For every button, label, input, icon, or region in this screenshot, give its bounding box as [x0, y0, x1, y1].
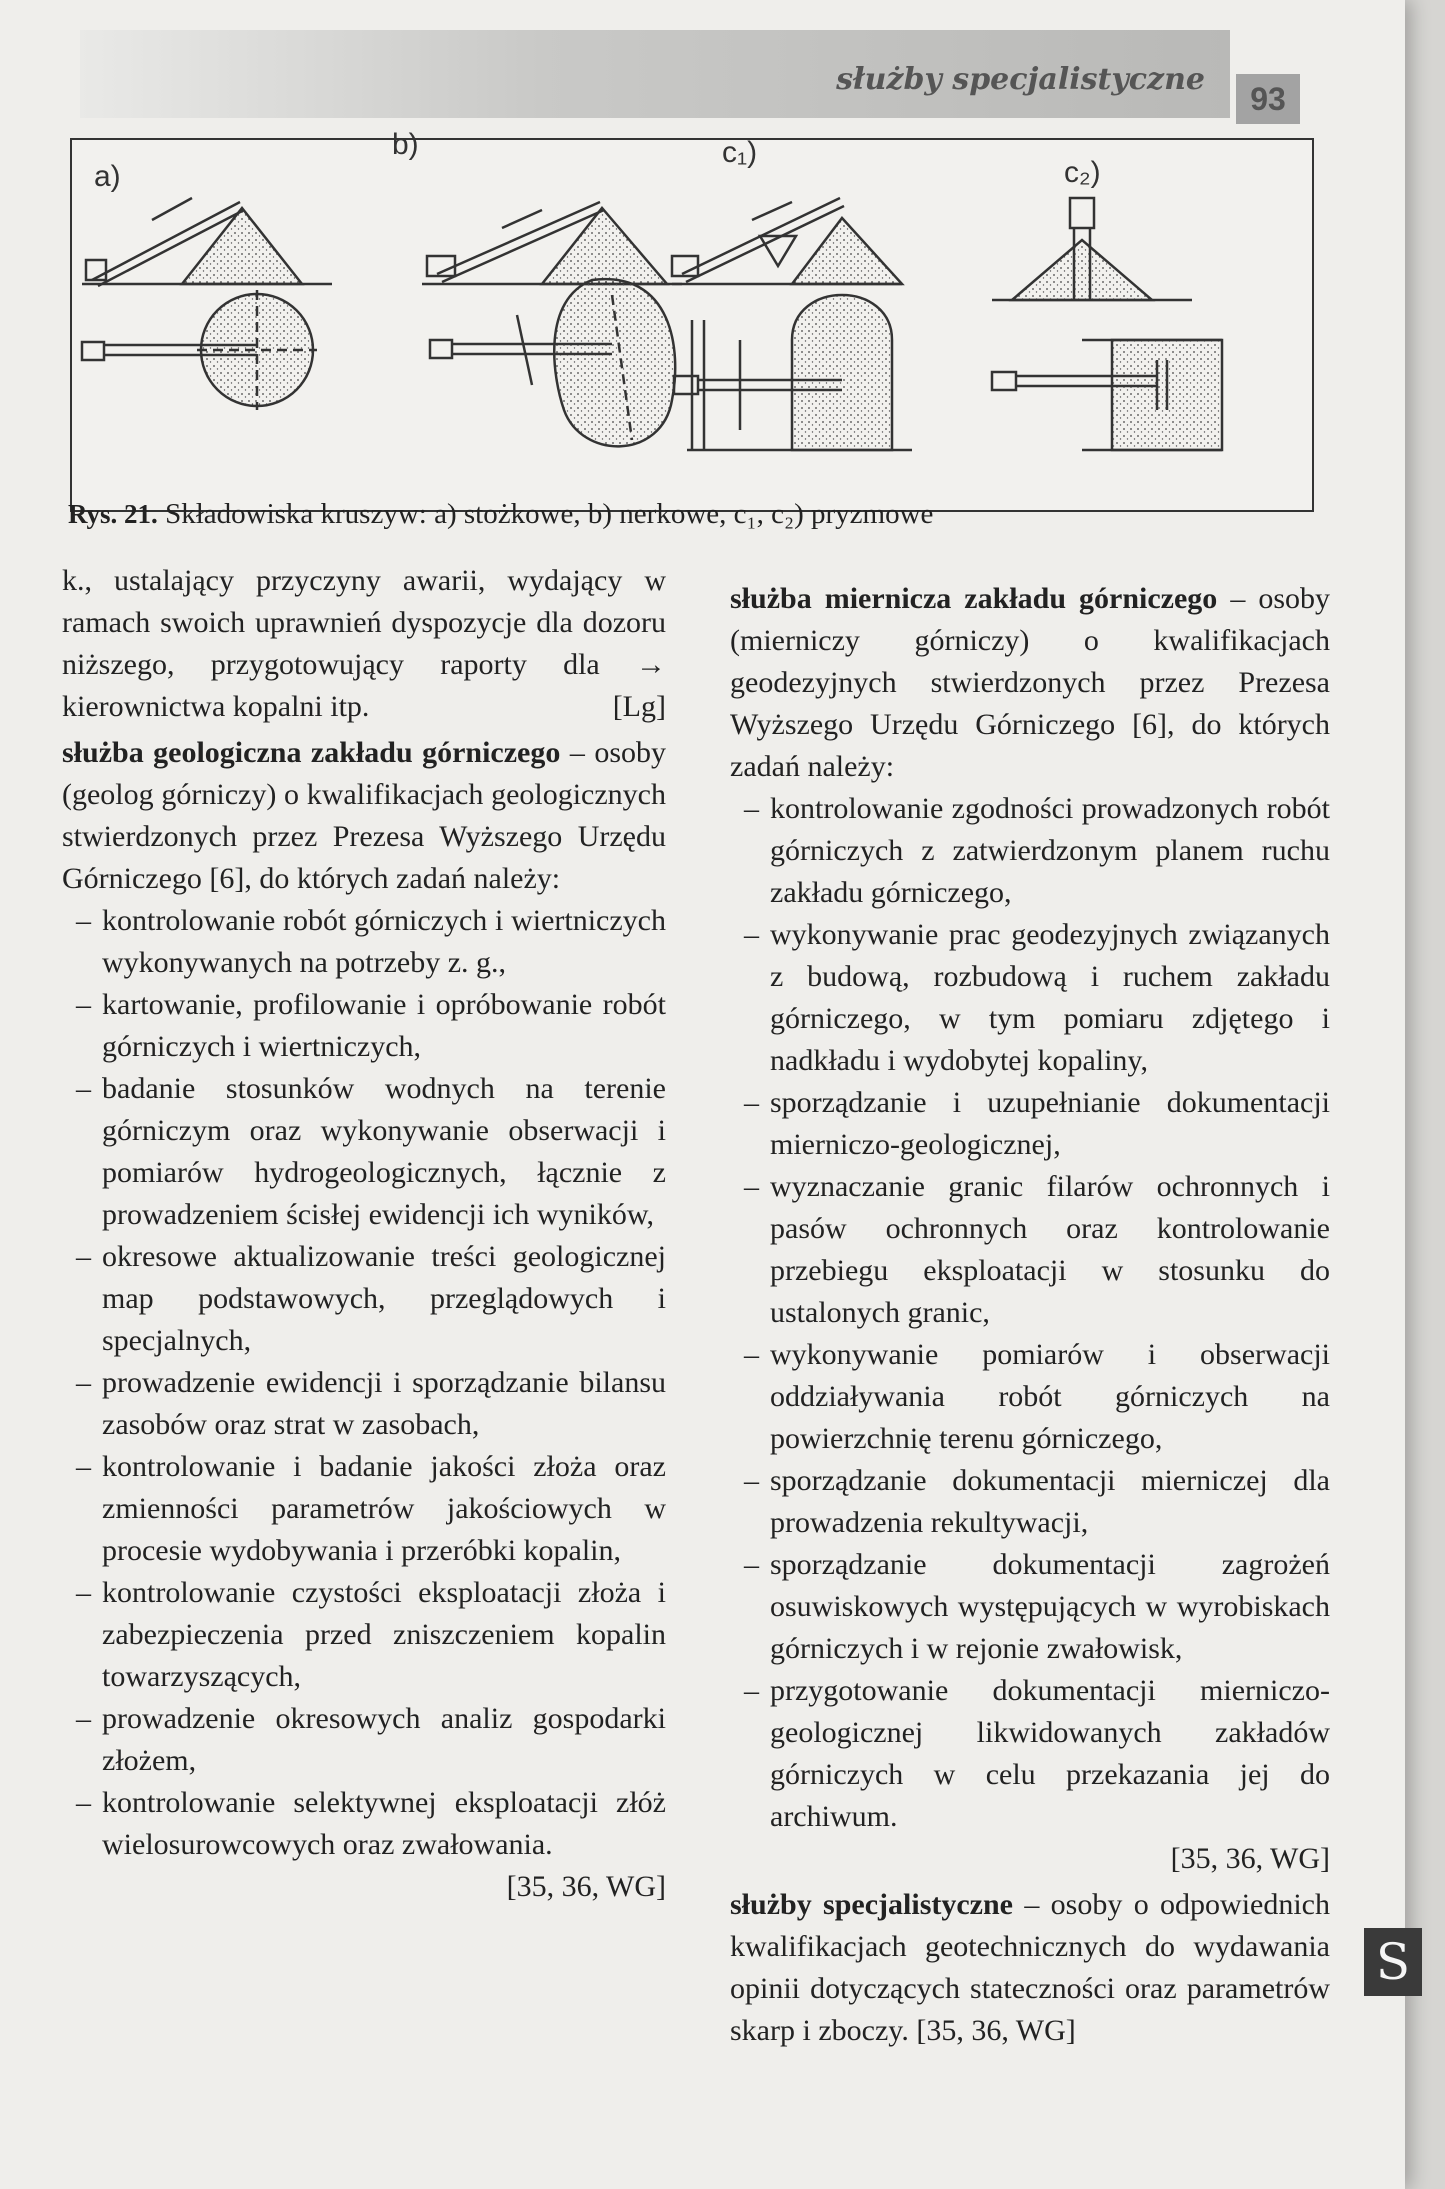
figure-caption — [68, 498, 1328, 531]
entry-geological-service — [62, 732, 666, 900]
list-item: – okresowe aktualizowanie treści geologicznej map podstawowych, przeglądowych i specjalnych, — [102, 1236, 666, 1362]
panel-label-c1: c₁) — [722, 136, 758, 169]
panel-label-a: a) — [94, 160, 121, 193]
list-item: – sporządzanie i uzupełnianie dokumentacji mierniczo-geologicznej, — [770, 1082, 1330, 1166]
entry-term: służba geologiczna zakładu górniczego — [62, 736, 561, 769]
continuation-ref: [Lg] — [612, 690, 666, 723]
list-item: – prowadzenie ewidencji i sporządzanie bilansu zasobów oraz strat w zasobach, — [102, 1362, 666, 1446]
entry-definition: – osoby (mierniczy górniczy) o kwalifikacjach geodezyjnych stwierdzonych przez Prezesa Wyższego Urzędu Górniczego [6], do których zadań należy: — [730, 582, 1330, 783]
list-item: – badanie stosunków wodnych na terenie górniczym oraz wykonywanie obserwacji i pomiarów hydrogeologicznych, łącznie z prowadzeniem ścisłej ewidencji ich wyników, — [102, 1068, 666, 1236]
entry-definition: – osoby (geolog górniczy) o kwalifikacjach geologicznych stwierdzonych przez Prezesa Wyższego Urzędu Górniczego [6], do których zadań należy: — [62, 736, 666, 895]
continuation-text: k., ustalający przyczyny awarii, wydający w ramach swoich uprawnień dyspozycje dla dozoru niższego, przygotowujący raporty dla → kierownictwa kopalni itp. — [62, 564, 666, 723]
list-item: – kontrolowanie i badanie jakości złoża oraz zmienności parametrów jakościowych w procesie wydobywania i przeróbki kopalin, — [102, 1446, 666, 1572]
left-column — [62, 560, 666, 1908]
entry-surveying-service — [730, 578, 1330, 788]
list-item: – sporządzanie dokumentacji mierniczej dla prowadzenia rekultywacji, — [770, 1460, 1330, 1544]
list-item: – kontrolowanie robót górniczych i wiertniczych wykonywanych na potrzeby z. g., — [102, 900, 666, 984]
entry-definition: – osoby o odpowiednich kwalifikacjach geotechnicznych do wydawania opinii dotyczących stateczności oraz parametrów skarp i zboczy. — [730, 1888, 1330, 2047]
references: [35, 36, WG] — [1170, 1842, 1330, 1875]
list-item: – kontrolowanie selektywnej eksploatacji złóż wielosurowcowych oraz zwałowania. — [102, 1782, 666, 1866]
list-item: – przygotowanie dokumentacji mierniczo-geologicznej likwidowanych zakładów górniczych w celu przekazania jej do archiwum. — [770, 1670, 1330, 1838]
references: [35, 36, WG] — [506, 1870, 666, 1903]
panel-label-c2: c₂) — [1064, 156, 1101, 189]
caption-text: Składowiska kruszyw: a) stożkowe, b) nerkowe, c₁, c₂) pryzmowe — [165, 498, 934, 530]
list-item: – sporządzanie dokumentacji zagrożeń osuwiskowych występujących w wyrobiskach górniczych i w rejonie zwałowisk, — [770, 1544, 1330, 1670]
list-item: – wykonywanie pomiarów i obserwacji oddziaływania robót górniczych na powierzchnię terenu górniczego, — [770, 1334, 1330, 1460]
surveying-duties-list — [730, 788, 1330, 1838]
list-item: – kontrolowanie czystości eksploatacji złoża i zabezpieczenia przed zniszczeniem kopalin towarzyszących, — [102, 1572, 666, 1698]
panel-label-b: b) — [392, 128, 419, 161]
list-item: – wyznaczanie granic filarów ochronnych i pasów ochronnych oraz kontrolowanie przebiegu eksploatacji w stosunku do ustalonych granic, — [770, 1166, 1330, 1334]
panel-c2-drawing — [992, 198, 1222, 450]
continuation-paragraph — [62, 560, 666, 728]
list-item: – wykonywanie prac geodezyjnych związanych z budową, rozbudową i ruchem zakładu górniczego, w tym pomiaru zdjętego i nadkładu i wydobytej kopaliny, — [770, 914, 1330, 1082]
page-number: 93 — [1236, 74, 1300, 124]
entry-term: służba miernicza zakładu górniczego — [730, 582, 1218, 615]
figure-drawings — [72, 140, 1312, 510]
panel-a-drawing — [82, 198, 332, 410]
entry-references: [35, 36, WG] — [916, 2014, 1076, 2047]
panel-b-drawing — [422, 202, 682, 446]
caption-label: Rys. 21. — [68, 499, 158, 529]
figure-aggregate-stockpiles — [70, 128, 1314, 512]
geological-duties-list — [62, 900, 666, 1866]
panel-c1-drawing — [672, 198, 912, 450]
list-item: – kartowanie, profilowanie i opróbowanie robót górniczych i wiertniczych, — [102, 984, 666, 1068]
list-item: – prowadzenie okresowych analiz gospodarki złożem, — [102, 1698, 666, 1782]
entry-specialist-services — [730, 1884, 1330, 2052]
thumb-index-tab: S — [1364, 1928, 1422, 1996]
right-column — [730, 578, 1330, 2052]
list-item: – kontrolowanie zgodności prowadzonych robót górniczych z zatwierdzonym planem ruchu zakładu górniczego, — [770, 788, 1330, 914]
running-head: służby specjalistyczne — [836, 62, 1205, 97]
entry-term: służby specjalistyczne — [730, 1888, 1013, 1921]
